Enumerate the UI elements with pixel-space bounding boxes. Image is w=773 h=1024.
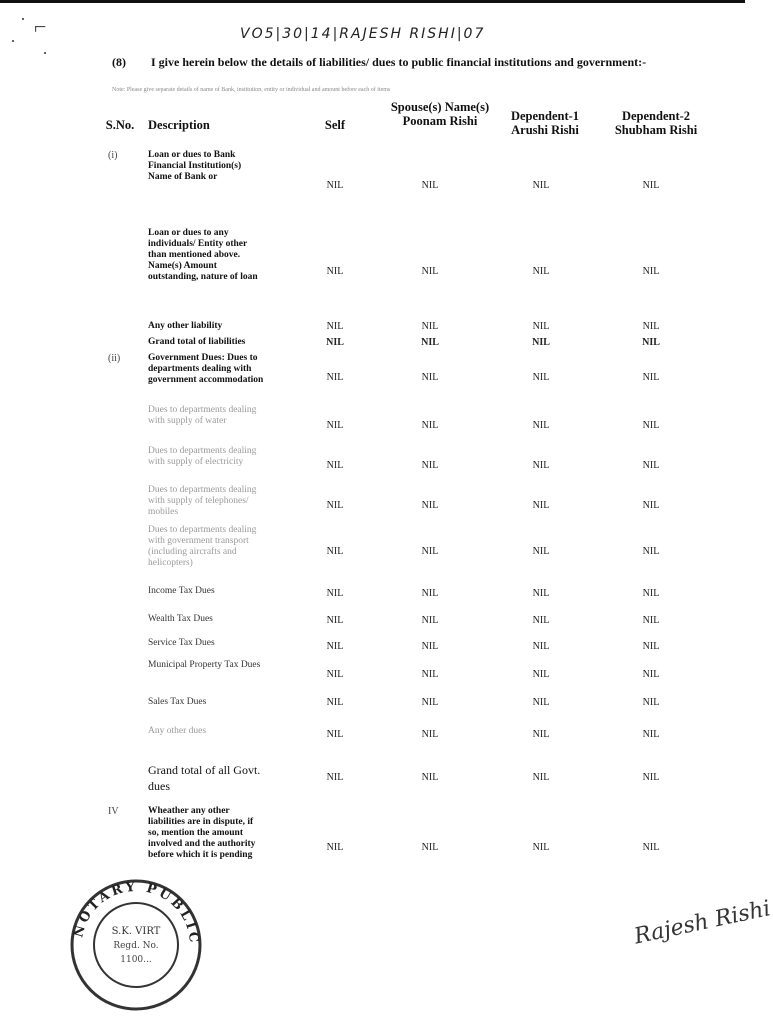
value-spouse: NIL [421, 266, 439, 277]
row-description: Any other dues [148, 726, 207, 736]
value-dependent-2: NIL [642, 321, 660, 332]
value-spouse: NIL [421, 337, 439, 348]
row-sno: (ii) [108, 353, 121, 364]
row-description: Government Dues: Dues to departments dealing with government accommodation [148, 353, 264, 385]
value-dependent-2: NIL [642, 697, 660, 708]
stamp-inner-line-1: S.K. VIRT [111, 926, 161, 937]
value-dependent-2: NIL [642, 772, 660, 783]
value-self: NIL [326, 266, 344, 277]
value-spouse: NIL [421, 180, 439, 191]
value-dependent-2: NIL [642, 729, 660, 740]
value-self: NIL [326, 842, 344, 853]
value-dependent-2: NIL [642, 180, 660, 191]
value-spouse: NIL [421, 460, 439, 471]
value-spouse: NIL [421, 500, 439, 511]
row-description: Dues to departments dealing with supply of electricity [148, 446, 257, 467]
row-description: Income Tax Dues [148, 586, 215, 596]
handwritten-reference: VO5|30|14|RAJESH RISHI|07 [240, 26, 486, 42]
value-dependent-1: NIL [532, 615, 550, 626]
notary-stamp [62, 878, 210, 1012]
value-dependent-1: NIL [532, 546, 550, 557]
value-dependent-1: NIL [532, 588, 550, 599]
row-description: Grand total of liabilities [148, 337, 246, 347]
row-description: Wheather any other liabilities are in dispute, if so, mention the amount involved and the authority before which it is pending [148, 806, 256, 860]
value-spouse: NIL [421, 615, 439, 626]
value-self: NIL [326, 337, 344, 348]
value-dependent-1: NIL [532, 266, 550, 277]
value-dependent-1: NIL [532, 697, 550, 708]
row-description: Wealth Tax Dues [148, 614, 213, 624]
value-dependent-2: NIL [642, 588, 660, 599]
section-intro: I give herein below the details of liabilities/ dues to public financial institutions and government:- [151, 55, 647, 69]
value-dependent-1: NIL [532, 500, 550, 511]
signature: Rajesh Rishi [632, 896, 773, 950]
value-dependent-1: NIL [532, 180, 550, 191]
value-spouse: NIL [421, 669, 439, 680]
row-description: Grand total of all Govt. dues [148, 763, 261, 793]
row-sno: IV [108, 806, 119, 817]
value-self: NIL [326, 420, 344, 431]
value-spouse: NIL [421, 697, 439, 708]
value-dependent-2: NIL [642, 500, 660, 511]
row-description: Dues to departments dealing with supply of telephones/ mobiles [148, 485, 257, 517]
row-description: Service Tax Dues [148, 638, 215, 648]
value-dependent-2: NIL [642, 669, 660, 680]
value-dependent-1: NIL [532, 337, 550, 348]
header-dependent-1: Dependent-1 Arushi Rishi [510, 109, 580, 137]
row-description: Any other liability [148, 321, 223, 331]
value-self: NIL [326, 697, 344, 708]
value-dependent-1: NIL [532, 772, 550, 783]
value-spouse: NIL [421, 372, 439, 383]
value-dependent-1: NIL [532, 420, 550, 431]
header-spouse: Spouse(s) Name(s) Poonam Rishi [390, 100, 490, 128]
value-dependent-2: NIL [642, 546, 660, 557]
value-dependent-1: NIL [532, 321, 550, 332]
header-self: Self [324, 118, 346, 132]
corner-mark: ⌐ [34, 14, 47, 39]
value-self: NIL [326, 372, 344, 383]
value-dependent-1: NIL [532, 669, 550, 680]
header-description: Description [148, 118, 210, 132]
value-self: NIL [326, 615, 344, 626]
value-self: NIL [326, 460, 344, 471]
value-dependent-1: NIL [532, 460, 550, 471]
value-spouse: NIL [421, 729, 439, 740]
value-self: NIL [326, 641, 344, 652]
value-self: NIL [326, 180, 344, 191]
row-description: Dues to departments dealing with government transport (including aircrafts and helicopters) [148, 525, 257, 568]
header-dependent-2: Dependent-2 Shubham Rishi [614, 109, 698, 137]
value-dependent-2: NIL [642, 460, 660, 471]
stamp-inner-line-3: 1100... [120, 955, 152, 965]
top-scan-edge [0, 0, 745, 3]
value-dependent-2: NIL [642, 372, 660, 383]
value-self: NIL [326, 588, 344, 599]
value-dependent-2: NIL [642, 641, 660, 652]
stamp-inner-line-2: Regd. No. [113, 941, 159, 951]
row-description: Municipal Property Tax Dues [148, 660, 261, 670]
row-description: Sales Tax Dues [148, 697, 207, 707]
value-spouse: NIL [421, 546, 439, 557]
value-dependent-2: NIL [642, 266, 660, 277]
value-dependent-2: NIL [642, 420, 660, 431]
row-sno: (i) [108, 150, 118, 161]
section-note: Note: Please give separate details of name of Bank, institution, entity or individual and amount before each of items [112, 87, 391, 93]
value-dependent-1: NIL [532, 641, 550, 652]
value-self: NIL [326, 546, 344, 557]
value-dependent-1: NIL [532, 372, 550, 383]
header-sno: S.No. [105, 118, 135, 132]
value-dependent-2: NIL [642, 842, 660, 853]
value-spouse: NIL [421, 588, 439, 599]
value-spouse: NIL [421, 842, 439, 853]
row-description: Dues to departments dealing with supply of water [148, 405, 257, 426]
value-spouse: NIL [421, 641, 439, 652]
value-self: NIL [326, 772, 344, 783]
value-spouse: NIL [421, 321, 439, 332]
value-self: NIL [326, 729, 344, 740]
stamp-ring-text: NOTARY PUBLIC [71, 879, 202, 947]
row-description: Loan or dues to Bank Financial Institution(s) Name of Bank or [148, 150, 242, 182]
value-self: NIL [326, 669, 344, 680]
value-dependent-1: NIL [532, 729, 550, 740]
value-spouse: NIL [421, 420, 439, 431]
value-dependent-2: NIL [642, 337, 660, 348]
value-dependent-2: NIL [642, 615, 660, 626]
section-number: (8) [112, 55, 126, 69]
value-dependent-1: NIL [532, 842, 550, 853]
row-description: Loan or dues to any individuals/ Entity other than mentioned above. Name(s) Amount outstanding, nature of loan [148, 228, 258, 282]
value-self: NIL [326, 321, 344, 332]
value-spouse: NIL [421, 772, 439, 783]
value-self: NIL [326, 500, 344, 511]
